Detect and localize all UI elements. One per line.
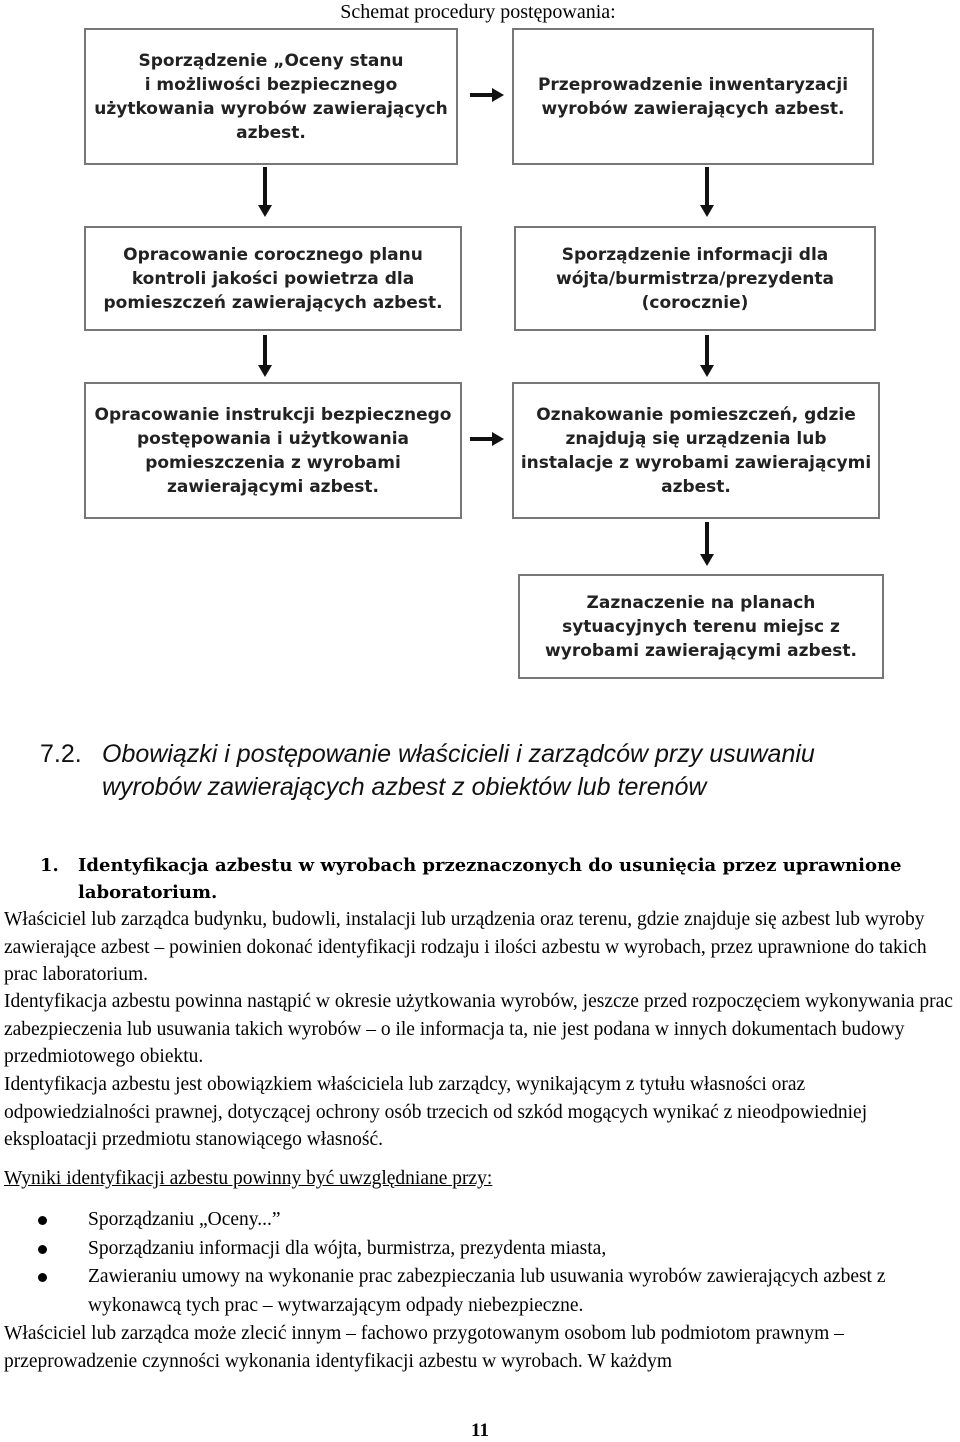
box-inwentaryzacja: Przeprowadzenie inwentaryzacji wyrobów zawierających azbest.	[512, 28, 874, 165]
box-instrukcja: Opracowanie instrukcji bezpiecznego postępowania i użytkowania pomieszczenia z wyrobami zawierającymi azbest.	[84, 382, 462, 519]
arrow-down-icon	[258, 167, 272, 217]
paragraph-3: Identyfikacja azbestu jest obowiązkiem właściciela lub zarządcy, wynikającym z tytułu własności oraz odpowiedzialności prawnej, dotyczącej ochrony osób trzecich od szkód mogących wynikać z nieodpowiedniej eksploatacji przedmiotu stanowiącego własność.	[4, 1074, 868, 1150]
paragraph-4: Właściciel lub zarządca może zlecić innym – fachowo przygotowanym osobom lub podmiotom prawnym – przeprowadzenie czynności wykonania identyfikacji azbestu w wyrobach. W każdym	[4, 1323, 844, 1372]
box-informacja-wojt: Sporządzenie informacji dla wójta/burmistrza/prezydenta (corocznie)	[514, 226, 876, 331]
box-oznakowanie: Oznakowanie pomieszczeń, gdzie znajdują się urządzenia lub instalacje z wyrobami zawierającymi azbest.	[512, 382, 880, 519]
section-number: 7.2.	[40, 740, 82, 768]
box-plan-kontroli: Opracowanie corocznego planu kontroli jakości powietrza dla pomieszczeń zawierających azbest.	[84, 226, 462, 331]
bullet-icon	[38, 1245, 47, 1254]
diagram-title: Schemat procedury postępowania:	[340, 1, 616, 23]
box-zaznaczenie: Zaznaczenie na planach sytuacyjnych terenu miejsc z wyrobami zawierającymi azbest.	[518, 574, 884, 679]
arrow-right-icon	[470, 88, 504, 102]
subsection-title: Identyfikacja azbestu w wyrobach przeznaczonych do usunięcia przez uprawnione laboratorium.	[78, 855, 902, 903]
arrow-down-icon	[700, 522, 714, 566]
page-number: 11	[471, 1420, 489, 1441]
results-intro: Wyniki identyfikacji azbestu powinny być uwzględniane przy:	[4, 1168, 493, 1189]
list-item: Zawieraniu umowy na wykonanie prac zabezpieczania lub usuwania wyrobów zawierających azbest z wykonawcą tych prac – wytwarzającym odpady niebezpieczne.	[4, 1263, 956, 1320]
arrow-down-icon	[700, 167, 714, 217]
section-title: Obowiązki i postępowanie właścicieli i zarządców przy usuwaniu wyrobów zawierających azbest z obiektów lub terenów	[102, 740, 815, 801]
list-item: Sporządzaniu informacji dla wójta, burmistrza, prezydenta miasta,	[4, 1235, 956, 1264]
subsection-number: 1.	[40, 855, 59, 876]
bullet-list	[4, 1206, 956, 1320]
paragraph-2: Identyfikacja azbestu powinna nastąpić w okresie użytkowania wyrobów, jeszcze przed rozpoczęciem wykonywania prac zabezpieczenia lub usuwania takich wyrobów – o ile informacja ta, nie jest podana w innych dokumentach budowy przedmiotowego obiektu.	[4, 991, 953, 1067]
paragraph-1: Właściciel lub zarządca budynku, budowli, instalacji lub urządzenia oraz terenu, gdzie znajduje się azbest lub wyroby zawierające azbest – powinien dokonać identyfikacji rodzaju i ilości azbestu w wyrobach, przez uprawnione do takich prac laboratorium.	[4, 909, 927, 985]
arrow-down-icon	[258, 335, 272, 377]
box-ocena-stanu: Sporządzenie „Oceny stanu i możliwości bezpiecznego użytkowania wyrobów zawierających azbest.	[84, 28, 458, 165]
bullet-icon	[38, 1273, 47, 1282]
arrow-down-icon	[700, 335, 714, 377]
list-item: Sporządzaniu „Oceny...”	[4, 1206, 956, 1235]
arrow-right-icon	[470, 432, 504, 446]
bullet-icon	[38, 1216, 47, 1225]
